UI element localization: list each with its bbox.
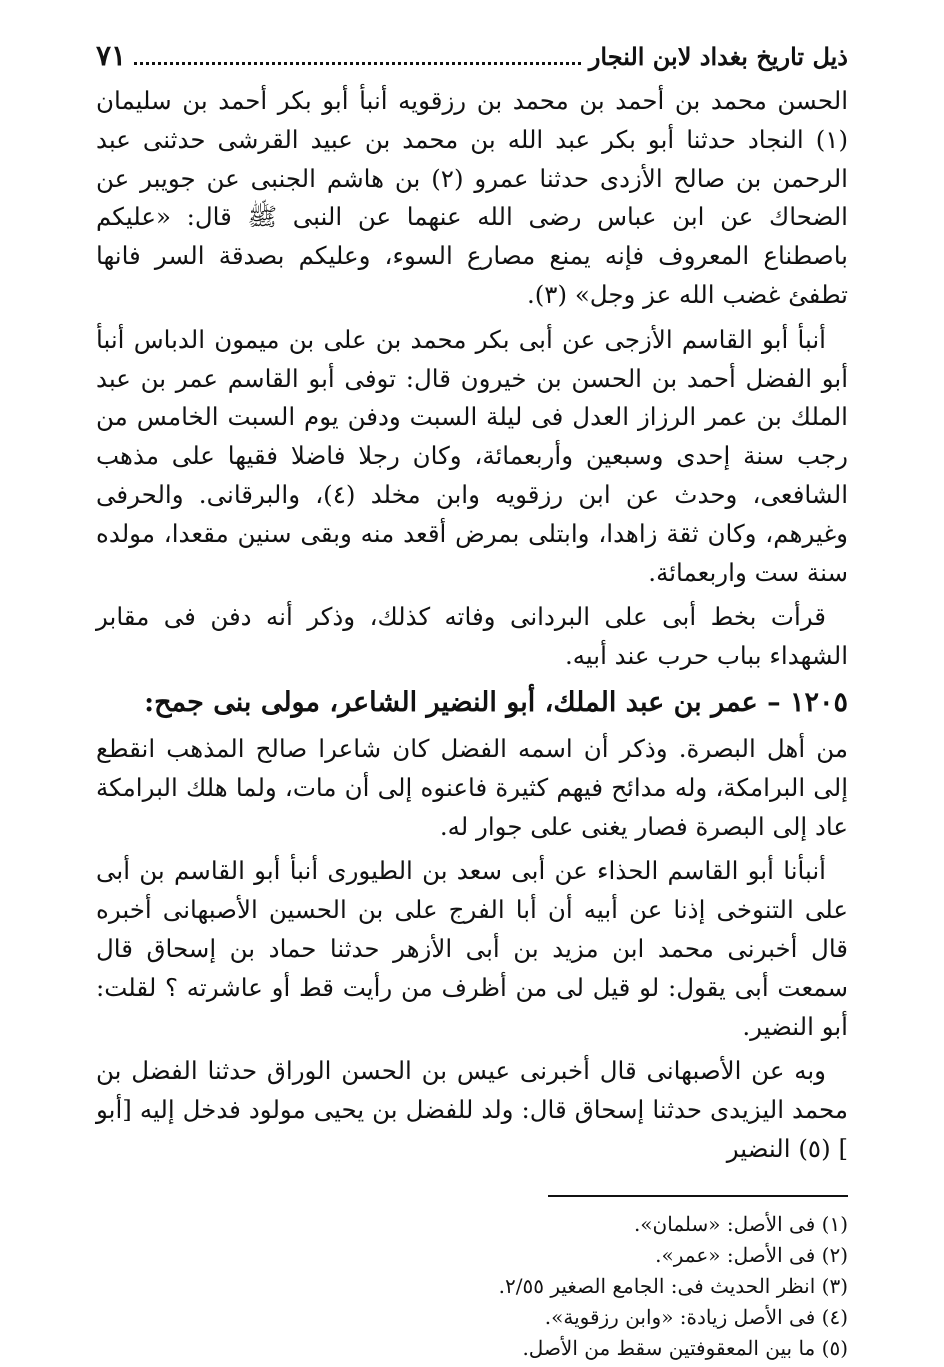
entry-paragraph-3: وبه عن الأصبهانى قال أخبرنى عيس بن الحسن الوراق حدثنا الفضل بن محمد اليزيدى حدثنا إسحاق قال: ولد للفضل بن يحيى مولود فدخل إليه [أبو ] (٥) النضير <box>96 1056 848 1163</box>
leader-dots <box>134 40 581 65</box>
paragraph-3: قرأت بخط أبى على البردانى وفاته كذلك، وذكر أنه دفن فى مقابر الشهداء بباب حرب عند أبيه. <box>96 602 848 671</box>
paragraph-1: الحسن محمد بن أحمد بن محمد بن رزقويه أنبأ أبو بكر أحمد بن سليمان (١) النجاد حدثنا أبو بكر عبد الله بن محمد بن عبيد القرشى حدثنى عبد الرحمن بن صالح الأزدى حدثنا عمرو (٢) بن هاشم الجنبى عن جويبر عن الضحاك عن ابن عباس رضى الله عنهما عن النبى ﷺ قال: «عليكم باصطناع المعروف فإنه يمنع مصارع السوء، وعليكم بصدقة السر فانها تطفئ غضب الله عز وجل» (٣). <box>96 86 848 309</box>
footnote-3: (٣) انظر الحديث فى: الجامع الصغير ٢/٥٥. <box>498 1273 848 1298</box>
footnote-divider <box>548 1195 848 1197</box>
entry-heading: ١٢٠٥ – عمر بن عبد الملك، أبو النضير الشاعر، مولى بنى جمح: <box>144 686 848 718</box>
entry-paragraph-1: من أهل البصرة. وذكر أن اسمه الفضل كان شاعرا صالح المذهب انقطع إلى البرامكة، وله مدائح فيهم كثيرة فاعنوه إلى أن مات، ولما هلك البرامكة عاد إلى البصرة فصار يغنى على جوار له. <box>96 733 848 841</box>
footnote-2: (٢) فى الأصل: «عمر». <box>655 1242 848 1267</box>
page-header <box>96 36 848 82</box>
paragraph-2: أنبأ أبو القاسم الأزجى عن أبى بكر محمد بن على بن ميمون الدباس أنبأ أبو الفضل أحمد بن الحسن بن خيرون قال: توفى أبو القاسم عمر بن عبد الملك بن عمر الرزاز العدل فى ليلة السبت ودفن يوم السبت الخامس من رجب سنة إحدى وسبعين وأربعمائة، وكان رجلا فاضلا فقيها على مذهب الشافعى، وحدث عن ابن رزقويه وابن مخلد (٤)، والبرقانى. والحرفى وغيرهم، وكان ثقة زاهدا، وابتلى بمرض أقعد منه وبقى سنين مقعدا، مولده سنة ست واربعمائة. <box>96 324 849 587</box>
footnote-1: (١) فى الأصل: «سلمان». <box>633 1211 848 1236</box>
footnotes <box>96 1209 848 1364</box>
footnote-4: (٤) فى الأصل زيادة: «وابن رزقوية». <box>544 1304 848 1329</box>
page-number: ٧١ <box>96 39 127 72</box>
running-title: ذيل تاريخ بغداد لابن النجار <box>588 42 848 71</box>
book-page <box>96 36 849 1360</box>
footnote-5: (٥) ما بين المعقوفتين سقط من الأصل. <box>522 1335 848 1360</box>
entry-paragraph-2: أنبأنا أبو القاسم الحذاء عن أبى سعد بن الطيورى أنبأ أبو القاسم بن أبى على التنوخى إذنا عن أبيه أن أبا الفرج على بن الحسين الأصبهانى أخبره قال أخبرنى محمد ابن مزيد بن أبى الأزهر حدثنا حماد بن إسحاق قال سمعت أبى يقول: لو قيل لى من أظرف من رأيت قط أو عاشرته ؟ لقلت: أبو النضير. <box>96 856 848 1041</box>
